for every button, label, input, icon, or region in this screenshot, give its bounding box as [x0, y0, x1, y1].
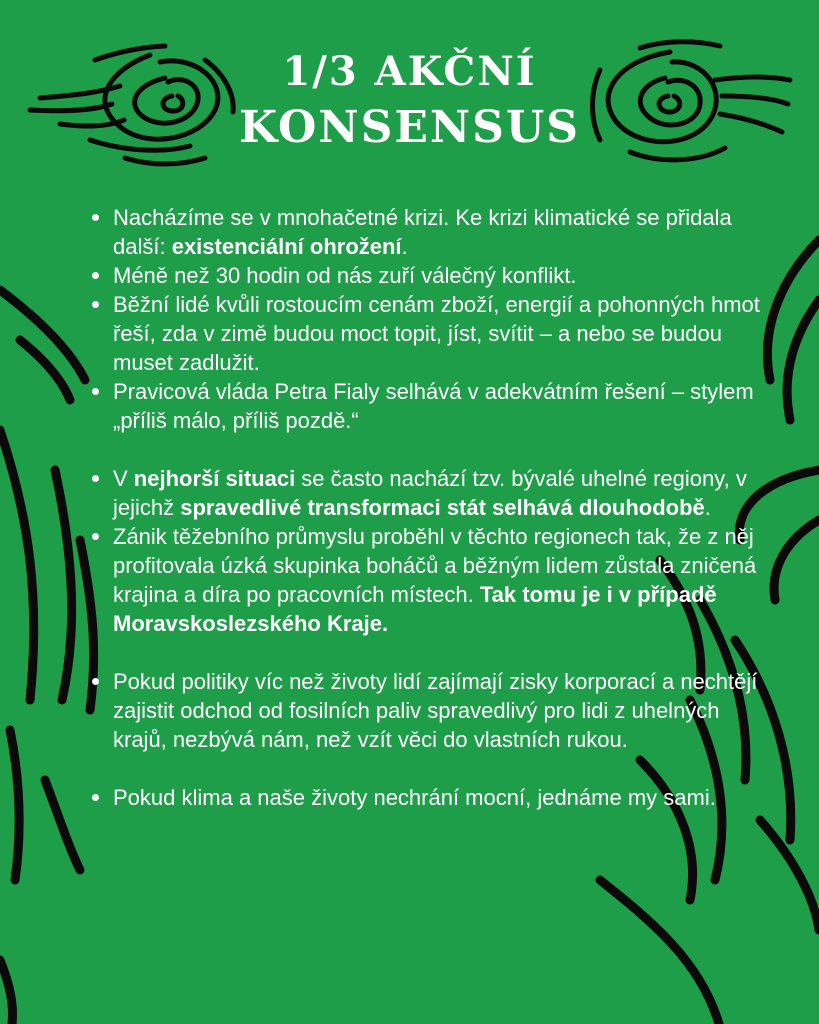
title-line-2: KONSENSUS [238, 102, 581, 153]
list-item: Pravicová vláda Petra Fialy selhává v adekvátním řešení – stylem „příliš málo, příliš pozdě.“ [88, 377, 768, 435]
title-line-1: 1/3 AKČNÍ [282, 48, 537, 95]
list-item: Zánik těžebního průmyslu proběhl v těchto regionech tak, že z něj profitovala úzká skupinka boháčů a běžným lidem zůstala zničená krajina a díra po pracovních místech. Tak tomu je i v případě Moravskoslezského Kraje. [88, 522, 768, 638]
list-item: Běžní lidé kvůli rostoucím cenám zboží, energií a pohonných hmot řeší, zda v zimě budou moct topit, jíst, svítit – a nebo se budou muset zadlužit. [88, 290, 768, 377]
list-item: Méně než 30 hodin od nás zuří válečný konflikt. [88, 261, 768, 290]
bullet-list [88, 203, 768, 812]
list-item: Nacházíme se v mnohačetné krizi. Ke krizi klimatické se přidala další: existenciální ohrožení. [88, 203, 768, 261]
list-item: V nejhorší situaci se často nachází tzv. bývalé uhelné regiony, v jejichž spravedlivé transformaci stát selhává dlouhodobě. [88, 464, 768, 522]
list-item: Pokud klima a naše životy nechrání mocní, jednáme my sami. [88, 783, 768, 812]
brush-strokes-left [0, 290, 94, 1024]
list-item: Pokud politiky víc než životy lidí zajímají zisky korporací a nechtějí zajistit odchod od fosilních paliv spravedlivý pro lidi z uhelných krajů, nezbývá nám, než vzít věci do vlastních rukou. [88, 667, 768, 754]
